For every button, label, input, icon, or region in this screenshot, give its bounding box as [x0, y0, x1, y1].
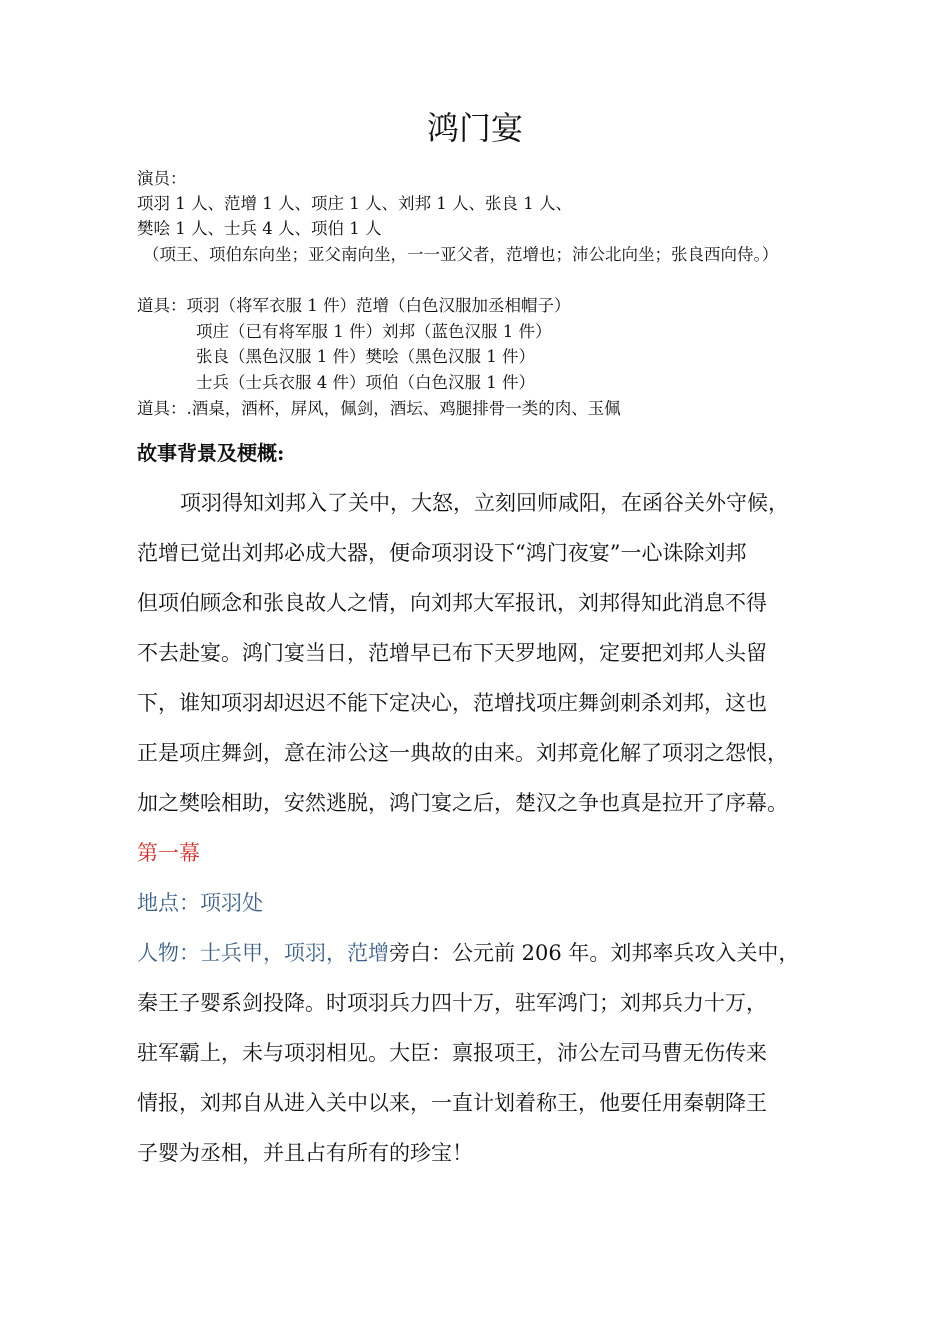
synopsis-line: 范增已觉出刘邦必成大器，便命项羽设下“鸿门夜宴”一心诛除刘邦	[137, 541, 747, 565]
props-line: 道具：.酒桌，酒杯，屏风，佩剑，酒坛、鸡腿排骨一类的肉、玉佩	[137, 399, 621, 418]
act-location: 地点：项羽处	[137, 891, 263, 915]
synopsis-line: 正是项庄舞剑，意在沛公这一典故的由来。刘邦竟化解了项羽之怨恨，	[137, 741, 788, 765]
costumes-row-2: 项庄（已有将军服 1 件）刘邦（蓝色汉服 1 件）	[196, 322, 552, 341]
synopsis-line: 项羽得知刘邦入了关中，大怒，立刻回师咸阳，在函谷关外守候，	[180, 491, 789, 515]
cast-line-2: 樊哙 1 人、士兵 4 人、项伯 1 人	[137, 219, 382, 238]
narration-line: 秦王子婴系剑投降。时项羽兵力四十万，驻军鸿门；刘邦兵力十万，	[137, 991, 767, 1015]
narration-line: 子婴为丞相，并且占有所有的珍宝！	[137, 1141, 473, 1165]
act-title: 第一幕	[137, 841, 200, 865]
synopsis-line: 不去赴宴。鸿门宴当日，范增早已布下天罗地网，定要把刘邦人头留	[137, 641, 767, 665]
cast-label: 演员：	[137, 169, 187, 188]
synopsis-line: 加之樊哙相助，安然逃脱，鸿门宴之后，楚汉之争也真是拉开了序幕。	[137, 791, 788, 815]
act-characters-row	[137, 928, 799, 978]
narration-line: 驻军霸上，未与项羽相见。大臣：禀报项王，沛公左司马曹无伤传来	[137, 1041, 767, 1065]
cast-line-1: 项羽 1 人、范增 1 人、项庄 1 人、刘邦 1 人、张良 1 人、	[137, 194, 572, 213]
narration-line: 情报，刘邦自从进入关中以来，一直计划着称王，他要任用秦朝降王	[137, 1091, 767, 1115]
synopsis-line: 下，谁知项羽却迟迟不能下定决心，范增找项庄舞剑刺杀刘邦，这也	[137, 691, 767, 715]
costumes-row-4: 士兵（士兵衣服 4 件）项伯（白色汉服 1 件）	[196, 373, 535, 392]
costumes-row-3: 张良（黑色汉服 1 件）樊哙（黑色汉服 1 件）	[196, 347, 535, 366]
background-heading: 故事背景及梗概:	[137, 441, 285, 465]
costumes-label: 道具：	[137, 296, 187, 315]
act-characters: 人物：士兵甲，项羽，范增	[137, 941, 389, 965]
costumes-row-1	[137, 293, 817, 319]
narration-line: 旁白：公元前 206 年。刘邦率兵攻入关中，	[389, 941, 800, 965]
seating-note: （项王、项伯东向坐；亚父南向坐，一一亚父者，范增也；沛公北向坐；张良西向侍。）	[143, 245, 779, 264]
document-title: 鸿门宴	[426, 109, 523, 147]
synopsis-line: 但项伯顾念和张良故人之情，向刘邦大军报讯，刘邦得知此消息不得	[137, 591, 767, 615]
costumes-text-1: 项羽（将军衣服 1 件）范增（白色汉服加丞相帽子）	[186, 296, 571, 315]
